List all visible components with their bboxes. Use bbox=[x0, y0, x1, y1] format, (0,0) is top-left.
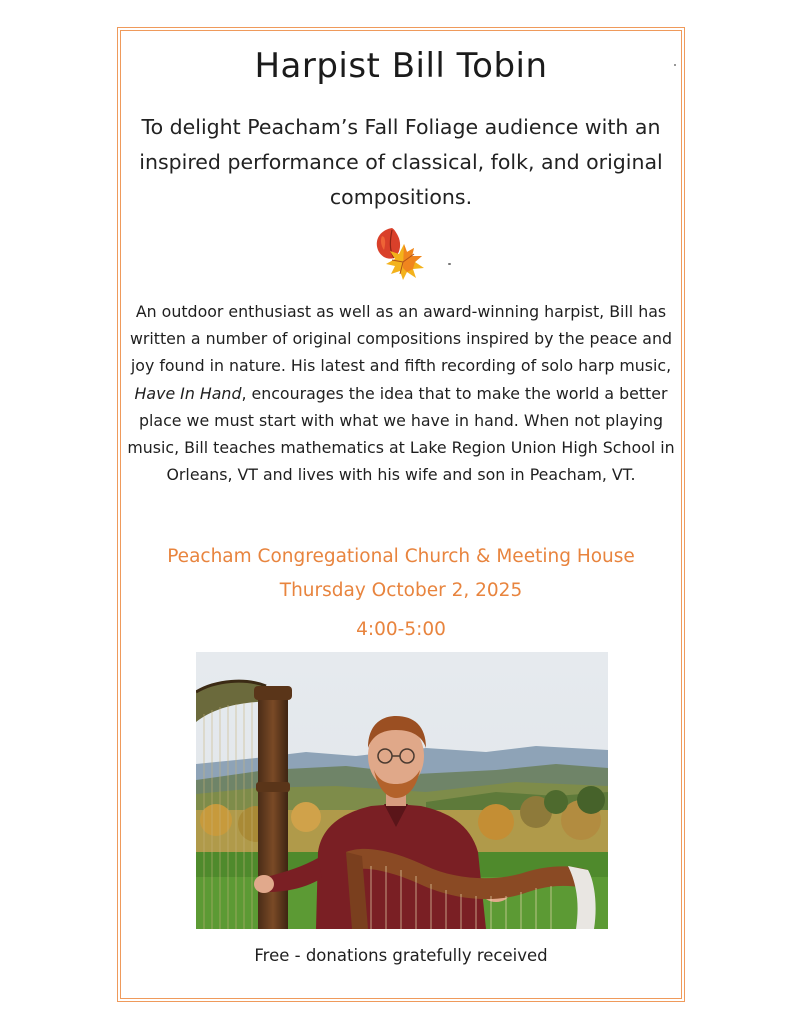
event-venue: Peacham Congregational Church & Meeting House bbox=[167, 546, 635, 567]
album-title: Have In Hand bbox=[134, 383, 242, 403]
speck-mark bbox=[674, 64, 676, 66]
tagline: To delight Peacham’s Fall Foliage audience with an inspired performance of classical, folk, and original compositions. bbox=[139, 115, 663, 209]
bio-text: , encourages the idea that to make the world a better place we must start with what we have in hand. When not playing music, Bill teaches mathematics at Lake Region Union High School in Orleans, VT and lives with his wife and son in Peacham, VT. bbox=[127, 383, 675, 485]
bio-paragraph bbox=[126, 298, 676, 488]
page-title: Harpist Bill Tobin bbox=[254, 46, 548, 86]
event-date: Thursday October 2, 2025 bbox=[279, 580, 523, 601]
bio-text: An outdoor enthusiast as well as an award-winning harpist, Bill has written a number of original compositions inspired by the peace and joy found in nature. His latest and fifth recording of solo harp music, bbox=[129, 302, 673, 376]
autumn-leaves-icon bbox=[370, 224, 430, 282]
footer-note: Free - donations gratefully received bbox=[254, 946, 548, 965]
speck-mark bbox=[448, 263, 451, 265]
event-time: 4:00-5:00 bbox=[356, 619, 446, 640]
harpist-photo bbox=[196, 652, 608, 929]
